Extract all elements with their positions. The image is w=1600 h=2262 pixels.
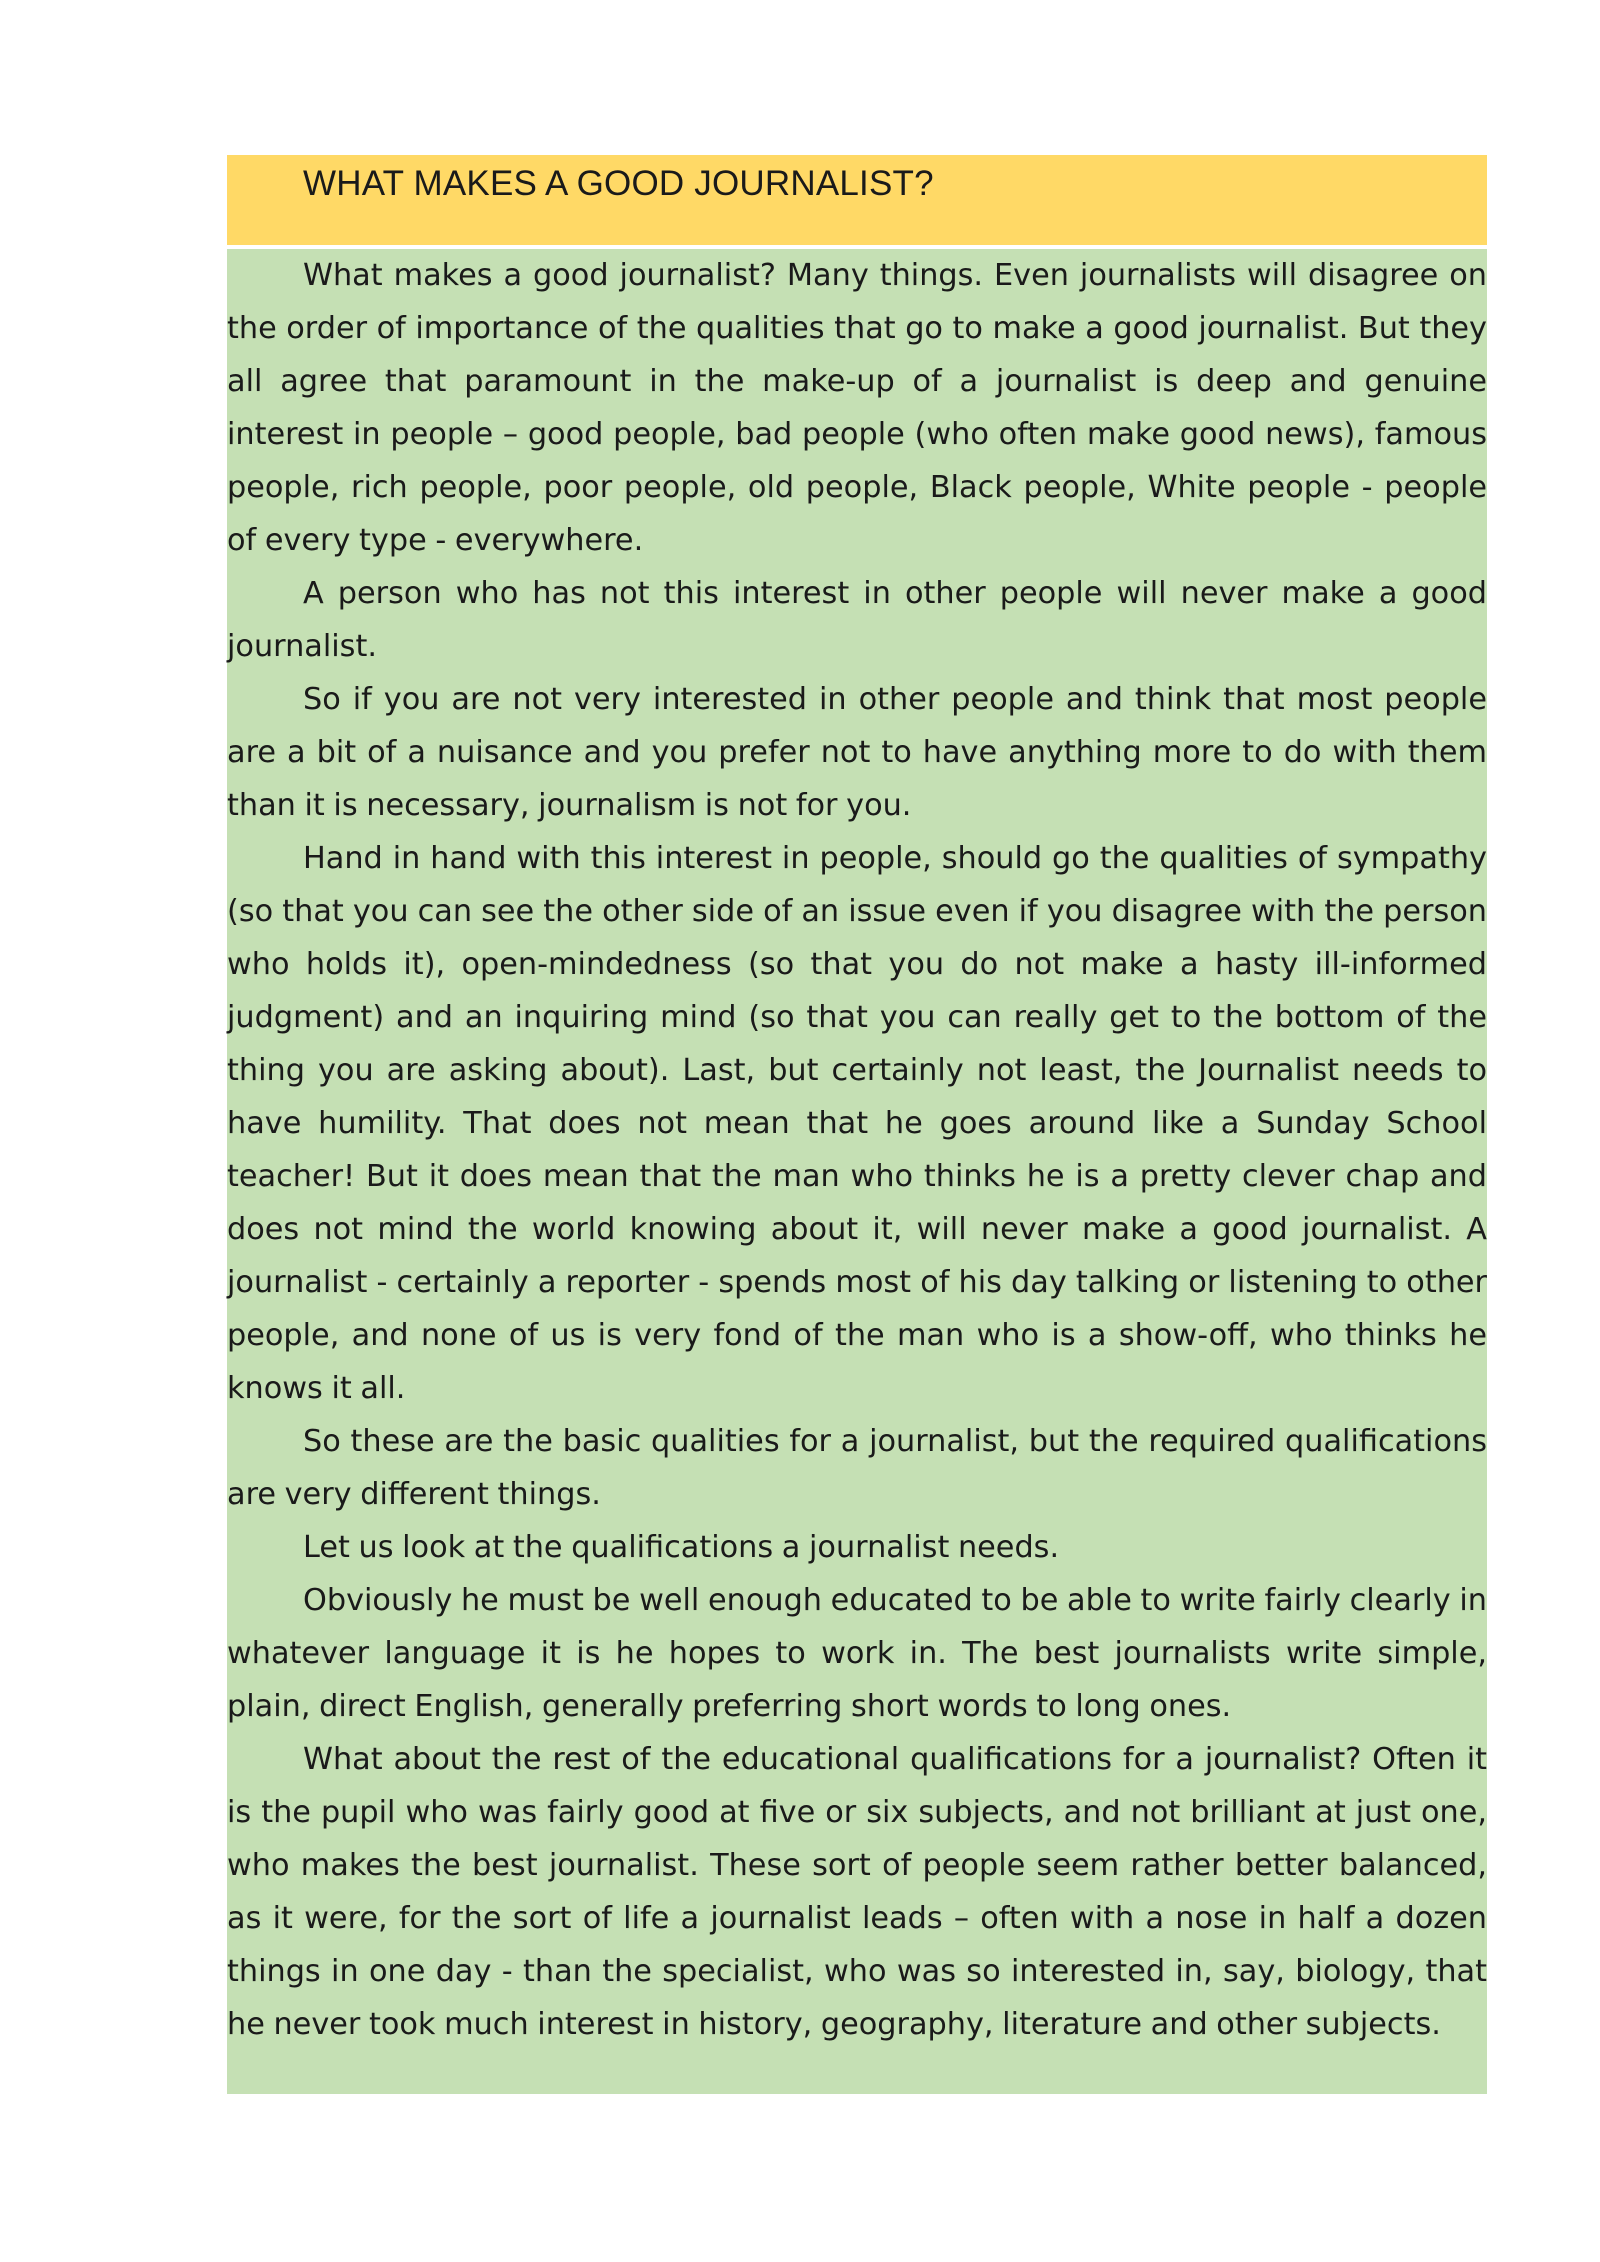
paragraph-4: Hand in hand with this interest in people, should go the qualities of sympathy (so that you can see the other side of an issue even if you disagree with the person who holds it), open-mindedness (so that you do not make a hasty ill-informed judgment) and an inquiring mind (so that you can really get to the bottom of the thing you are asking about). Last, but certainly not least, the Journalist needs to have humility. That does not mean that he goes around like a Sunday School teacher! But it does mean that the man who thinks he is a pretty clever chap and does not mind the world knowing about it, will never make a good journalist. A journalist - certainly a reporter - spends most of his day talking or listening to other people, and none of us is very fond of the man who is a show-off, who thinks he knows it all. bbox=[227, 841, 1487, 1406]
paragraph-5: So these are the basic qualities for a journalist, but the required qualifications are very different things. bbox=[227, 1424, 1487, 1512]
paragraph-6: Let us look at the qualifications a journalist needs. bbox=[303, 1530, 1060, 1565]
paragraph-1: What makes a good journalist? Many things. Even journalists will disagree on the order of importance of the qualities that go to make a good journalist. But they all agree that paramount in the make-up of a journalist is deep and genuine interest in people – good people, bad people (who often make good news), famous people, rich people, poor people, old people, Black people, White people - people of every type - everywhere. bbox=[227, 258, 1487, 558]
paragraph-2: A person who has not this interest in other people will never make a good journalist. bbox=[227, 576, 1487, 664]
body-block bbox=[227, 249, 1487, 2094]
title-block bbox=[227, 155, 1487, 245]
paragraph-3: So if you are not very interested in other people and think that most people are a bit of a nuisance and you prefer not to have anything more to do with them than it is necessary, journalism is not for you. bbox=[227, 682, 1487, 823]
document-title: WHAT MAKES A GOOD JOURNALIST? bbox=[303, 164, 934, 203]
paragraph-7: Obviously he must be well enough educated to be able to write fairly clearly in whatever language it is he hopes to work in. The best journalists write simple, plain, direct English, generally preferring short words to long ones. bbox=[227, 1583, 1487, 1724]
paragraph-8: What about the rest of the educational qualifications for a journalist? Often it is the pupil who was fairly good at five or six subjects, and not brilliant at just one, who makes the best journalist. These sort of people seem rather better balanced, as it were, for the sort of life a journalist leads – often with a nose in half a dozen things in one day - than the specialist, who was so interested in, say, biology, that he never took much interest in history, geography, literature and other subjects. bbox=[227, 1742, 1487, 2042]
